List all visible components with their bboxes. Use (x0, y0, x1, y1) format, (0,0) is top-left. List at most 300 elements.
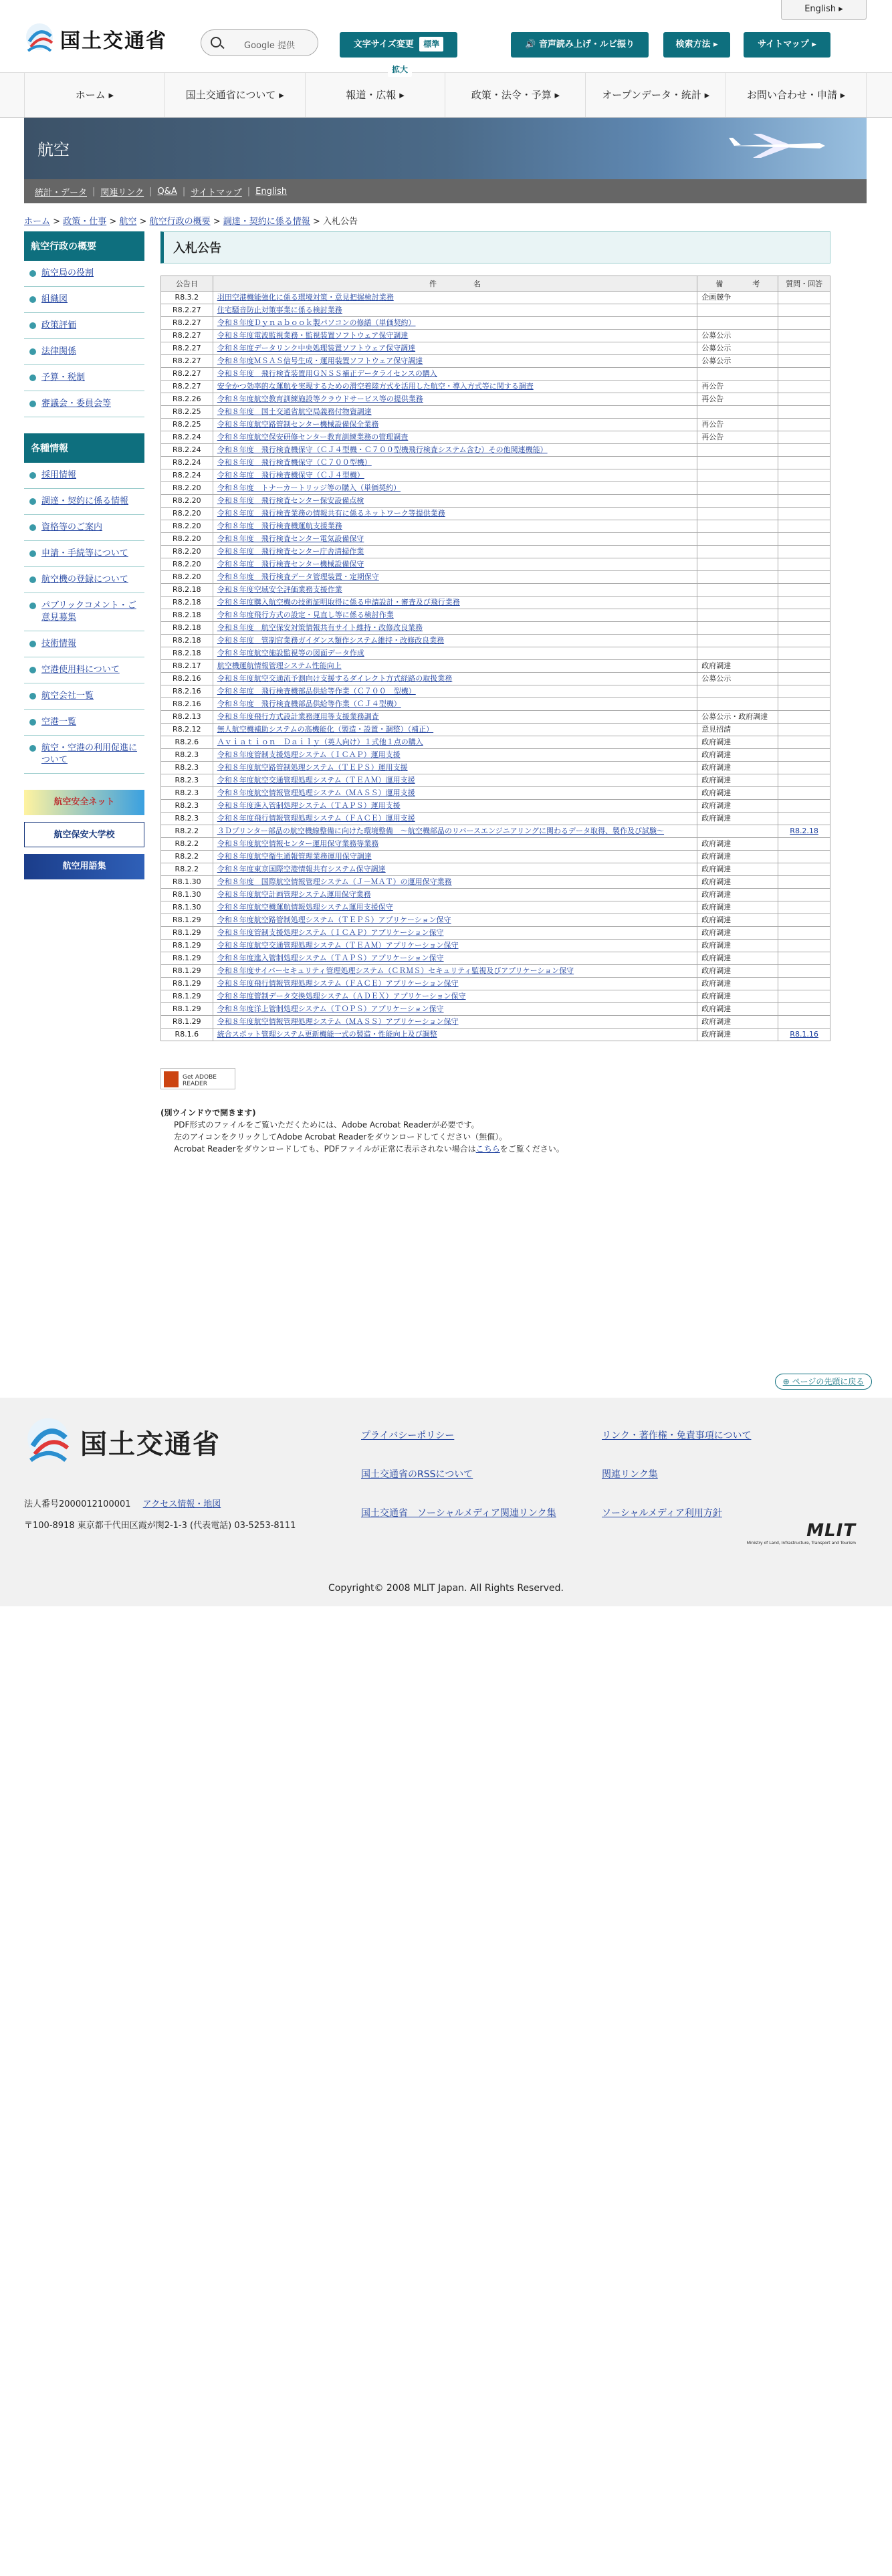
table-row (161, 558, 830, 571)
search-box[interactable] (201, 29, 318, 56)
row-qa-cell (778, 1029, 830, 1041)
table-row (161, 787, 830, 800)
row-title-link[interactable]: 令和８年度購入航空機の技術証明取得に係る申請設計・審査及び飛行業務 (217, 598, 460, 607)
row-note: 政府調達 (697, 1016, 778, 1029)
airplane-icon (726, 131, 826, 160)
row-title-cell (213, 787, 697, 800)
row-qa-cell (778, 927, 830, 940)
sidebar-item[interactable] (24, 313, 144, 339)
row-note: 政府調達 (697, 914, 778, 927)
table-row (161, 901, 830, 914)
row-qa-cell (778, 724, 830, 736)
row-note: 政府調達 (697, 813, 778, 825)
sidebar-item[interactable] (24, 339, 144, 365)
row-title-cell (213, 1016, 697, 1029)
sidebar-item[interactable] (24, 489, 144, 515)
sidebar-item-label[interactable]: 航空機の登録について (41, 574, 128, 584)
row-date: R8.2.3 (161, 813, 213, 825)
row-title-cell (213, 724, 697, 736)
row-title-link[interactable]: 令和８年度進入管制処理システム（ＴＡＰＳ）アプリケーション保守 (217, 954, 444, 962)
row-date: R8.1.29 (161, 1016, 213, 1029)
size-normal-button[interactable]: 標準 (419, 37, 443, 51)
sidebar-item-label[interactable]: パブリックコメント・ご意見募集 (41, 601, 136, 623)
global-nav (0, 72, 892, 118)
row-note: 政府調達 (697, 978, 778, 990)
pdf-note-3: Acrobat Readerをダウンロードしても、PDFファイルが正常に表示されない場合は (174, 1144, 476, 1154)
row-title-cell (213, 660, 697, 673)
sidebar-item[interactable] (24, 567, 144, 593)
row-date: R8.1.30 (161, 901, 213, 914)
row-title-link[interactable]: 令和８年度管制データ交換処理システム（ＡＤＥＸ）アプリケーション保守 (217, 992, 466, 1000)
row-date: R8.1.29 (161, 952, 213, 965)
row-note: 政府調達 (697, 749, 778, 762)
row-title-link[interactable]: 令和８年度航空交通流予測向け支援するダイレクト方式経路の取扱業務 (217, 674, 453, 683)
table-row (161, 940, 830, 952)
row-title-cell (213, 685, 697, 698)
sidebar-item[interactable] (24, 463, 144, 489)
row-note (697, 558, 778, 571)
row-qa-cell (778, 673, 830, 685)
adobe-icon (164, 1071, 179, 1087)
sidebar-item-label[interactable]: 航空会社一覧 (41, 691, 94, 701)
row-title-link[interactable]: 令和８年度飛行情報管理処理システム（ＦＡＣＥ）アプリケーション保守 (217, 979, 459, 988)
sidebar-item[interactable] (24, 736, 144, 774)
nav-press[interactable]: 報道・広報 ▸ (305, 73, 445, 117)
row-title-link[interactable]: 令和８年度ＭＳＡＳ信号生成・運用装置ソフトウェア保守調達 (217, 356, 423, 365)
row-note: 再公告 (697, 381, 778, 393)
crumb-home[interactable]: ホーム (24, 217, 51, 227)
sidebar-item-label[interactable]: 調達・契約に係る情報 (41, 496, 129, 506)
sidebar-item[interactable] (24, 261, 144, 287)
row-title-link[interactable]: 令和８年度 飛行検査センター保安設備点検 (217, 496, 364, 505)
row-date: R8.2.20 (161, 546, 213, 558)
row-date: R8.2.24 (161, 431, 213, 444)
sidebar-item-label[interactable]: 申請・手続等について (41, 548, 128, 558)
crumb-current: 入札公告 (322, 217, 358, 227)
row-title-link[interactable]: 令和８年度サイバーセキュリティ管理処理システム（ＣＲＭＳ）セキュリティ監視及びアプリケーション保守 (217, 966, 574, 975)
table-row (161, 876, 830, 889)
row-title-link[interactable]: 令和８年度洋上管制処理システム（ＴＯＰＳ）アプリケーション保守 (217, 1004, 444, 1013)
row-note: 企画競争 (697, 292, 778, 304)
row-note: 政府調達 (697, 927, 778, 940)
row-title-cell (213, 609, 697, 622)
privacy-link[interactable]: プライバシーポリシー (361, 1430, 455, 1441)
row-title-cell (213, 762, 697, 774)
table-row (161, 851, 830, 863)
row-note (697, 571, 778, 584)
row-title-cell (213, 851, 697, 863)
subnav-sitemap[interactable]: サイトマップ (191, 187, 242, 198)
row-title-cell (213, 482, 697, 495)
sidebar-item[interactable] (24, 287, 144, 313)
row-title-link[interactable]: 安全かつ効率的な運航を実現するための滑空着陸方式を活用した航空・導入方式等に関する調査 (217, 382, 534, 391)
sidebar-item-label[interactable]: 空港使用料について (41, 665, 120, 675)
row-title-link[interactable]: 令和８年度管制支援処理システム（ＩＣＡＰ）アプリケーション保守 (217, 928, 444, 937)
row-note: 政府調達 (697, 787, 778, 800)
row-title-cell (213, 292, 697, 304)
row-date: R8.2.18 (161, 622, 213, 635)
table-row (161, 685, 830, 698)
row-title-link[interactable]: 令和８年度 飛行検査センター機械設備保守 (217, 560, 364, 568)
row-date: R8.2.27 (161, 355, 213, 368)
banner-glossary[interactable]: 航空用語集 (24, 854, 144, 879)
footer-logo-text: 国土交通省 (80, 1428, 221, 1460)
mlit-logo-icon (24, 21, 55, 56)
row-title-cell (213, 876, 697, 889)
pdf-help-link[interactable]: こちら (475, 1144, 500, 1154)
row-note (697, 698, 778, 711)
row-note (697, 508, 778, 520)
voice-button[interactable] (511, 32, 649, 58)
row-qa-cell (778, 508, 830, 520)
row-qa-cell (778, 901, 830, 914)
row-title-link[interactable]: 令和８年度航空保安研修センター教育訓練業務の管理調査 (217, 433, 409, 441)
row-qa-cell (778, 635, 830, 647)
row-title-link[interactable]: 令和８年度航空路管制処理システム（ＴＥＰＳ）アプリケーション保守 (217, 916, 451, 924)
row-title-link[interactable]: 令和８年度 飛行検査機保守（ＣＪ４型機・Ｃ７００型機飛行検査システム含む）その他関連機能） (217, 445, 548, 454)
row-date: R8.2.18 (161, 609, 213, 622)
logo-text: 国土交通省 (60, 29, 167, 53)
row-title-link[interactable]: 令和８年度 航空保安対策情報共有サイト維持・改修改良業務 (217, 623, 423, 632)
nav-contact[interactable]: お問い合わせ・申請 ▸ (726, 73, 867, 117)
col-note: 備 考 (697, 276, 778, 292)
row-date: R8.2.2 (161, 863, 213, 876)
row-title-link[interactable]: 令和８年度航空施設監視等の図面データ作成 (217, 649, 364, 657)
row-qa-cell (778, 406, 830, 419)
row-qa-cell (778, 914, 830, 927)
row-note (697, 825, 778, 838)
address: 〒100-8918 東京都千代田区霞が関2-1-3 (代表電話) 03-5253-8111 (24, 1521, 296, 1531)
row-title-link[interactable]: 住宅騒音防止対策事業に係る検討業務 (217, 306, 342, 314)
sidebar-item[interactable] (24, 391, 144, 417)
row-date: R8.2.16 (161, 698, 213, 711)
sidebar-item[interactable] (24, 631, 144, 657)
row-qa-cell (778, 647, 830, 660)
sidebar-item-label[interactable]: 航空局の役割 (41, 268, 94, 278)
mlit-wordmark-text: MLIT (806, 1521, 856, 1541)
row-title-link[interactable]: 令和８年度進入管制処理システム（ＴＡＰＳ）運用支援 (217, 801, 401, 810)
row-date: R8.2.20 (161, 520, 213, 533)
sidebar-item-label[interactable]: 空港一覧 (41, 717, 77, 727)
row-title-link[interactable]: 令和８年度飛行情報管理処理システム（ＦＡＣＥ）運用支援 (217, 814, 415, 823)
table-row (161, 800, 830, 813)
col-qa: 質問・回答 (778, 276, 830, 292)
row-title-link[interactable]: 令和８年度Ｄｙｎａｂｏｏｋ製パソコンの修繕（単価契約） (217, 318, 416, 327)
sidebar-item[interactable] (24, 593, 144, 631)
search-icon[interactable] (211, 37, 221, 47)
row-qa-cell (778, 851, 830, 863)
row-title-link[interactable]: 令和８年度航空路管制処理システム（ＴＥＰＳ）運用支援 (217, 763, 408, 772)
table-row (161, 673, 830, 685)
row-title-link[interactable]: 令和８年度 飛行検査センター庁舎清掃作業 (217, 547, 364, 556)
table-row (161, 1016, 830, 1029)
row-qa-cell (778, 533, 830, 546)
row-title-cell (213, 520, 697, 533)
sidebar-item[interactable] (24, 541, 144, 567)
row-qa-cell (778, 419, 830, 431)
table-row (161, 889, 830, 901)
row-qa-cell (778, 520, 830, 533)
row-title-link[interactable]: 令和８年度 飛行検査機保守（Ｃ７００型機） (217, 458, 372, 467)
row-title-link[interactable]: 令和８年度 トナーカートリッジ等の購入（単価契約） (217, 484, 401, 492)
row-title-link[interactable]: 令和８年度 国土交通省航空局義務付物資調達 (217, 407, 372, 416)
row-title-link[interactable]: 令和８年度航空路管制センター機械設備保全業務 (217, 420, 379, 429)
row-qa-cell (778, 876, 830, 889)
row-date: R8.2.13 (161, 711, 213, 724)
row-date: R8.2.20 (161, 571, 213, 584)
row-title-cell (213, 635, 697, 647)
row-note: 政府調達 (697, 851, 778, 863)
row-title-cell (213, 673, 697, 685)
size-large-button[interactable]: 拡大 (388, 62, 412, 77)
corp-info (24, 1497, 221, 1509)
row-title-link[interactable]: 令和８年度 国際航空情報管理システム（Ｊ－ＭＡＴ）の運用保守業務 (217, 877, 452, 886)
row-title-link[interactable]: 令和８年度 飛行検査センター電気設備保守 (217, 534, 364, 543)
sidebar-item-label[interactable]: 技術情報 (41, 639, 77, 649)
row-note: 公募公示・政府調達 (697, 711, 778, 724)
row-title-link[interactable]: 令和８年度 管制官業務ガイダンス類作システム維持・改修改良業務 (217, 636, 445, 645)
sidebar-item[interactable] (24, 515, 144, 541)
sidebar-item-label[interactable]: 法律関係 (41, 346, 77, 356)
row-title-link[interactable]: Ａｖｉａｔｉｏｎ Ｄａｉｌｙ（英人向け）１式他１点の購入 (217, 738, 423, 746)
table-row (161, 724, 830, 736)
search-input[interactable]: Google 提供 (244, 41, 295, 51)
row-date: R8.1.29 (161, 914, 213, 927)
header (0, 0, 892, 72)
row-title-cell (213, 647, 697, 660)
row-date: R8.2.3 (161, 800, 213, 813)
sidebar-item-label[interactable]: 審議会・委員会等 (41, 399, 112, 409)
row-title-cell (213, 304, 697, 317)
row-qa-link[interactable]: R8.2.18 (790, 827, 818, 835)
search-method-button[interactable]: 検索方法 ▸ (663, 32, 730, 58)
sidebar-item[interactable] (24, 710, 144, 736)
row-date: R8.2.20 (161, 482, 213, 495)
row-qa-cell (778, 1003, 830, 1016)
nav-about[interactable]: 国土交通省について ▸ (164, 73, 305, 117)
row-title-link[interactable]: 令和８年度航空交通管理処理システム（ＴＥＡＭ）運用支援 (217, 776, 415, 784)
row-title-link[interactable]: 令和８年度 飛行検査業務の情報共有に係るネットワーク等提供業務 (217, 509, 445, 518)
sitemap-button[interactable]: サイトマップ ▸ (744, 32, 830, 58)
table-row (161, 660, 830, 673)
copyright-link[interactable]: リンク・著作権・免責事項について (602, 1430, 752, 1441)
row-title-link[interactable]: 令和８年度空域安全評価業務支援作業 (217, 585, 342, 594)
crumb-overview[interactable]: 航空行政の概要 (149, 217, 211, 227)
row-qa-cell (778, 698, 830, 711)
row-note (697, 406, 778, 419)
row-qa-cell (778, 381, 830, 393)
table-row (161, 406, 830, 419)
row-qa-cell (778, 787, 830, 800)
row-title-cell (213, 355, 697, 368)
row-title-link[interactable]: 令和８年度 飛行検査機保守（ＣＪ４型機） (217, 471, 364, 479)
row-title-cell (213, 736, 697, 749)
row-date: R8.1.29 (161, 940, 213, 952)
row-title-link[interactable]: 令和８年度航空機運航情報処理システム運用支援保守 (217, 903, 393, 911)
table-row (161, 584, 830, 597)
row-title-link[interactable]: 令和８年度 飛行検査データ管理装置・定期保守 (217, 572, 379, 581)
table-row (161, 965, 830, 978)
sidebar-item-label[interactable]: 予算・税制 (41, 372, 86, 383)
row-date: R8.1.29 (161, 1003, 213, 1016)
banner-school[interactable]: 航空保安大学校 (24, 822, 144, 847)
row-qa-cell (778, 304, 830, 317)
row-note: 政府調達 (697, 863, 778, 876)
row-date: R8.2.3 (161, 774, 213, 787)
row-date: R8.3.2 (161, 292, 213, 304)
nav-policy[interactable]: 政策・法令・予算 ▸ (445, 73, 585, 117)
back-to-top-button[interactable] (775, 1374, 872, 1390)
row-qa-cell (778, 495, 830, 508)
banner-safety-net[interactable]: 航空安全ネット (24, 790, 144, 815)
table-row (161, 317, 830, 330)
table-row (161, 457, 830, 469)
row-note: 公募公示 (697, 355, 778, 368)
adobe-label: Get ADOBE READER (183, 1074, 217, 1087)
sidebar-item-label[interactable]: 政策評価 (41, 320, 77, 330)
row-title-link[interactable]: 令和８年度航空交通管理処理システム（ＴＥＡＭ）アプリケーション保守 (217, 941, 459, 950)
row-note (697, 635, 778, 647)
row-title-cell (213, 584, 697, 597)
sidebar-item-label[interactable]: 組織図 (41, 294, 68, 304)
row-qa-cell (778, 965, 830, 978)
subnav-links[interactable]: 関連リンク (100, 187, 144, 198)
row-note (697, 609, 778, 622)
row-title-link[interactable]: 令和８年度データリンク中央処理装置ソフトウェア保守調達 (217, 344, 416, 352)
row-note (697, 368, 778, 381)
social-links-link[interactable]: 国土交通省 ソーシャルメディア関連リンク集 (361, 1508, 556, 1519)
pdf-note-2: 左のアイコンをクリックしてAdobe Acrobat Readerをダウンロードしてください（無償）。 (174, 1132, 508, 1142)
row-title-link[interactable]: 航空機運航情報管理システム性能向上 (217, 661, 342, 670)
subnav-english[interactable]: English (255, 186, 288, 197)
row-date: R8.2.20 (161, 558, 213, 571)
nav-opendata[interactable]: オープンデータ・統計 ▸ (585, 73, 726, 117)
mlit-wordmark (747, 1521, 856, 1545)
row-note: 政府調達 (697, 762, 778, 774)
sidebar-item-label[interactable]: 資格等のご案内 (41, 522, 103, 532)
crumb-policy[interactable]: 政策・仕事 (63, 217, 107, 227)
table-row (161, 381, 830, 393)
row-title-link[interactable]: 羽田空港機能強化に係る環境対策・意見把握検討業務 (217, 293, 394, 302)
row-title-link[interactable]: 令和８年度管制支援処理システム（ＩＣＡＰ）運用支援 (217, 750, 401, 759)
adobe-reader-button[interactable] (160, 1068, 235, 1089)
row-title-link[interactable]: 令和８年度東京国際空港情報共有システム保守調達 (217, 865, 386, 873)
row-note: 政府調達 (697, 965, 778, 978)
sidebar-item-label[interactable]: 航空・空港の利用促進について (41, 743, 138, 765)
row-title-cell (213, 330, 697, 342)
col-title: 件 名 (213, 276, 697, 292)
row-note (697, 622, 778, 635)
row-title-link[interactable]: 令和８年度飛行方式設計業務運用等支援業務調査 (217, 712, 379, 721)
row-title-cell (213, 800, 697, 813)
row-title-link[interactable]: 令和８年度航空計画管理システム運用保守業務 (217, 890, 371, 899)
pdf-note-4: をご覧ください。 (499, 1144, 564, 1154)
mlit-wordmark-sub: Ministry of Land, Infrastructure, Transport and Tourism (746, 1541, 856, 1545)
arrow-up-icon: ⊕ (782, 1377, 790, 1386)
pdf-note-1: PDF形式のファイルをご覧いただくためには、Adobe Acrobat Readerが必要です。 (174, 1120, 479, 1130)
row-note: 公募公示 (697, 330, 778, 342)
access-link[interactable]: アクセス情報・地図 (142, 1499, 221, 1509)
row-title-cell (213, 508, 697, 520)
row-title-link[interactable]: 令和８年度航空教育訓練施設等クラウドサービス等の提供業務 (217, 395, 423, 403)
page-title: 入札公告 (160, 231, 830, 263)
row-note: 政府調達 (697, 889, 778, 901)
row-title-link[interactable]: 令和８年度電波監視業務・監視装置ソフトウェア保守調達 (217, 331, 409, 340)
rss-link[interactable]: 国土交通省のRSSについて (361, 1469, 473, 1480)
row-date: R8.1.29 (161, 978, 213, 990)
row-date: R8.2.16 (161, 685, 213, 698)
sidebar-item[interactable] (24, 365, 144, 391)
row-title-link[interactable]: 令和８年度航空情報管理処理システム（ＭＡＳＳ）運用支援 (217, 788, 415, 797)
row-date: R8.2.12 (161, 724, 213, 736)
row-qa-cell (778, 978, 830, 990)
sub-nav: 統計・データ | 関連リンク | Q&A | サイトマップ | English (24, 179, 867, 203)
row-date: R8.2.2 (161, 825, 213, 838)
table-row (161, 292, 830, 304)
crumb-aviation[interactable]: 航空 (119, 217, 137, 227)
row-date: R8.2.26 (161, 393, 213, 406)
english-link[interactable]: English ▸ (781, 0, 867, 20)
table-row (161, 1029, 830, 1041)
sidebar-item[interactable] (24, 683, 144, 710)
row-title-cell (213, 622, 697, 635)
row-title-cell (213, 863, 697, 876)
row-title-cell (213, 774, 697, 787)
sidebar-item[interactable] (24, 657, 144, 683)
row-title-link[interactable]: 令和８年度飛行方式の設定・見直し等に係る検討作業 (217, 611, 394, 619)
sitemap-label: サイトマップ (758, 39, 809, 49)
row-date: R8.2.25 (161, 406, 213, 419)
crumb-procurement[interactable]: 調達・契約に係る情報 (223, 217, 310, 227)
row-title-link[interactable]: 令和８年度 飛行検査機部品供給等作業（Ｃ７００ 型機） (217, 687, 416, 695)
row-title-link[interactable]: 令和８年度航空情報管理処理システム（ＭＡＳＳ）アプリケーション保守 (217, 1017, 459, 1026)
site-logo[interactable] (24, 21, 167, 56)
pdf-note-head: (別ウインドウで開きます) (160, 1108, 256, 1117)
row-date: R8.2.25 (161, 419, 213, 431)
row-qa-cell (778, 597, 830, 609)
row-title-link[interactable]: 令和８年度 飛行検査機運航支援業務 (217, 522, 342, 530)
row-date: R8.2.3 (161, 749, 213, 762)
row-title-link[interactable]: 令和８年度 飛行検査機部品供給等作業（ＣＪ４型機） (217, 700, 401, 708)
row-title-link[interactable]: 令和８年度航空情報センター運用保守業務等業務 (217, 839, 379, 848)
table-row (161, 952, 830, 965)
footer-logo[interactable] (24, 1415, 221, 1469)
row-title-link[interactable]: ３Ｄプリンター部品の航空機線整備に向けた環境整備 ～航空機部品のリバースエンジニアリングに関わるデータ取得、製作及び試験～ (217, 827, 665, 835)
row-title-link[interactable]: 統合スポット管理システム更新機能一式の製造・性能向上及び調整 (217, 1030, 437, 1039)
nav-home[interactable]: ホーム ▸ (24, 73, 164, 117)
row-title-cell (213, 571, 697, 584)
related-links-link[interactable]: 関連リンク集 (602, 1469, 658, 1480)
subnav-stats[interactable]: 統計・データ (35, 187, 88, 198)
social-policy-link[interactable]: ソーシャルメディア利用方針 (602, 1508, 722, 1519)
row-title-link[interactable]: 無人航空機補助システムの高機能化（製造・設置・調整）（補正） (217, 725, 434, 734)
row-note (697, 597, 778, 609)
row-qa-link[interactable]: R8.1.16 (790, 1030, 818, 1039)
row-title-link[interactable]: 令和８年度 飛行検査装置用ＧＮＳＳ補正データライセンスの購入 (217, 369, 437, 378)
section-title: 航空 (37, 140, 70, 159)
row-note (697, 647, 778, 660)
subnav-qa[interactable]: Q&A (157, 186, 177, 197)
row-qa-cell (778, 800, 830, 813)
row-note: 政府調達 (697, 952, 778, 965)
row-note: 政府調達 (697, 876, 778, 889)
row-qa-cell (778, 584, 830, 597)
row-title-link[interactable]: 令和８年度航空衛生通報管理業務運用保守調達 (217, 852, 372, 861)
sidebar-item-label[interactable]: 採用情報 (41, 470, 77, 480)
row-date: R8.2.27 (161, 342, 213, 355)
row-qa-cell (778, 940, 830, 952)
row-qa-cell (778, 571, 830, 584)
